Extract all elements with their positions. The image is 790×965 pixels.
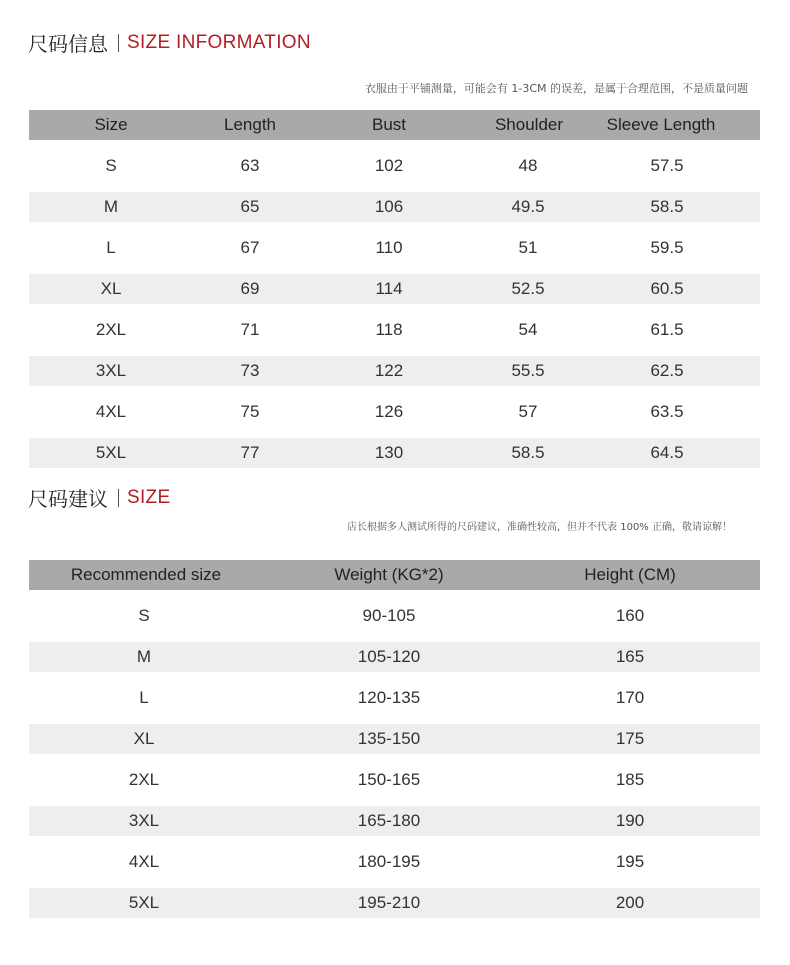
value-cell: 55.5 bbox=[511, 361, 545, 380]
value-cell: 185 bbox=[615, 770, 645, 789]
value-cell: 58.5 bbox=[511, 443, 545, 462]
column-header: Length bbox=[224, 115, 276, 134]
table-row bbox=[29, 806, 760, 847]
value-cell: 59.5 bbox=[650, 238, 684, 257]
size-recommendation-title bbox=[28, 483, 170, 512]
size-recommendation-table bbox=[29, 560, 760, 929]
value-cell: 73 bbox=[240, 361, 260, 380]
column-header: Height (CM) bbox=[584, 565, 676, 584]
size-cell: 4XL bbox=[128, 852, 160, 871]
size-cell: M bbox=[136, 647, 152, 666]
value-cell: 180-195 bbox=[357, 852, 421, 871]
value-cell: 165 bbox=[615, 647, 645, 666]
table-header bbox=[29, 110, 760, 140]
value-cell: 62.5 bbox=[650, 361, 684, 380]
value-cell: 77 bbox=[240, 443, 260, 462]
table-row bbox=[29, 765, 760, 806]
table-row bbox=[29, 847, 760, 888]
table-row bbox=[29, 151, 760, 192]
title-cn: 尺码信息 bbox=[28, 32, 108, 56]
measurement-note: 衣服由于平铺测量，可能会有 1-3CM 的误差，是属于合理范围，不是质量问题 bbox=[364, 82, 748, 95]
size-cell: 2XL bbox=[95, 320, 127, 339]
value-cell: 71 bbox=[240, 320, 260, 339]
value-cell: 57 bbox=[518, 402, 538, 421]
table-row bbox=[29, 397, 760, 438]
value-cell: 67 bbox=[240, 238, 260, 257]
column-header: Weight (KG*2) bbox=[334, 565, 444, 584]
value-cell: 122 bbox=[374, 361, 404, 380]
value-cell: 160 bbox=[615, 606, 645, 625]
table-row bbox=[29, 192, 760, 233]
value-cell: 69 bbox=[240, 279, 260, 298]
value-cell: 130 bbox=[374, 443, 404, 462]
recommendation-note: 店长根据多人测试所得的尺码建议，准确性较高，但并不代表 100% 正确，敬请谅解！ bbox=[347, 522, 732, 533]
value-cell: 118 bbox=[375, 320, 403, 339]
value-cell: 54 bbox=[518, 320, 538, 339]
table-row bbox=[29, 274, 760, 315]
value-cell: 110 bbox=[375, 238, 403, 257]
size-cell: 5XL bbox=[128, 893, 160, 912]
value-cell: 114 bbox=[375, 279, 403, 298]
table-header bbox=[29, 560, 760, 590]
title-en: SIZE bbox=[127, 486, 171, 508]
size-cell: M bbox=[103, 197, 119, 216]
table-row bbox=[29, 233, 760, 274]
value-cell: 135-150 bbox=[357, 729, 421, 748]
column-header: Shoulder bbox=[494, 115, 564, 134]
size-cell: XL bbox=[100, 279, 122, 298]
size-cell: L bbox=[139, 688, 149, 707]
value-cell: 49.5 bbox=[511, 197, 545, 216]
table-row bbox=[29, 356, 760, 397]
table-row bbox=[29, 888, 760, 929]
value-cell: 165-180 bbox=[357, 811, 421, 830]
size-cell: 5XL bbox=[95, 443, 127, 462]
value-cell: 57.5 bbox=[650, 156, 684, 175]
value-cell: 52.5 bbox=[511, 279, 545, 298]
value-cell: 75 bbox=[240, 402, 260, 421]
value-cell: 51 bbox=[518, 238, 538, 257]
size-cell: L bbox=[106, 238, 116, 257]
title-cn: 尺码建议 bbox=[28, 487, 108, 511]
size-information-title bbox=[28, 28, 311, 57]
size-cell: 3XL bbox=[128, 811, 160, 830]
table-row bbox=[29, 642, 760, 683]
size-cell: 4XL bbox=[95, 402, 127, 421]
size-cell: S bbox=[138, 606, 150, 625]
value-cell: 170 bbox=[615, 688, 645, 707]
value-cell: 126 bbox=[374, 402, 404, 421]
value-cell: 195 bbox=[615, 852, 645, 871]
value-cell: 61.5 bbox=[650, 320, 684, 339]
value-cell: 102 bbox=[374, 156, 404, 175]
value-cell: 90-105 bbox=[362, 606, 416, 625]
value-cell: 190 bbox=[615, 811, 645, 830]
value-cell: 150-165 bbox=[357, 770, 421, 789]
table-row bbox=[29, 315, 760, 356]
column-header: Size bbox=[94, 115, 128, 134]
table-row bbox=[29, 438, 760, 479]
value-cell: 58.5 bbox=[650, 197, 684, 216]
table-row bbox=[29, 601, 760, 642]
value-cell: 48 bbox=[518, 156, 538, 175]
size-cell: 3XL bbox=[95, 361, 127, 380]
value-cell: 63.5 bbox=[650, 402, 684, 421]
value-cell: 105-120 bbox=[357, 647, 421, 666]
value-cell: 175 bbox=[615, 729, 645, 748]
value-cell: 120-135 bbox=[357, 688, 421, 707]
value-cell: 65 bbox=[240, 197, 260, 216]
column-header: Recommended size bbox=[70, 565, 222, 584]
value-cell: 200 bbox=[615, 893, 645, 912]
table-row bbox=[29, 724, 760, 765]
title-en: SIZE INFORMATION bbox=[127, 31, 311, 53]
value-cell: 106 bbox=[374, 197, 404, 216]
column-header: Sleeve Length bbox=[606, 115, 716, 134]
size-cell: 2XL bbox=[128, 770, 160, 789]
table-row bbox=[29, 683, 760, 724]
value-cell: 195-210 bbox=[357, 893, 421, 912]
column-header: Bust bbox=[371, 115, 407, 134]
size-cell: XL bbox=[133, 729, 155, 748]
value-cell: 60.5 bbox=[650, 279, 684, 298]
title-divider bbox=[118, 34, 119, 52]
value-cell: 64.5 bbox=[650, 443, 684, 462]
value-cell: 63 bbox=[240, 156, 260, 175]
title-divider bbox=[118, 489, 119, 507]
size-information-table bbox=[29, 110, 760, 479]
size-cell: S bbox=[105, 156, 117, 175]
